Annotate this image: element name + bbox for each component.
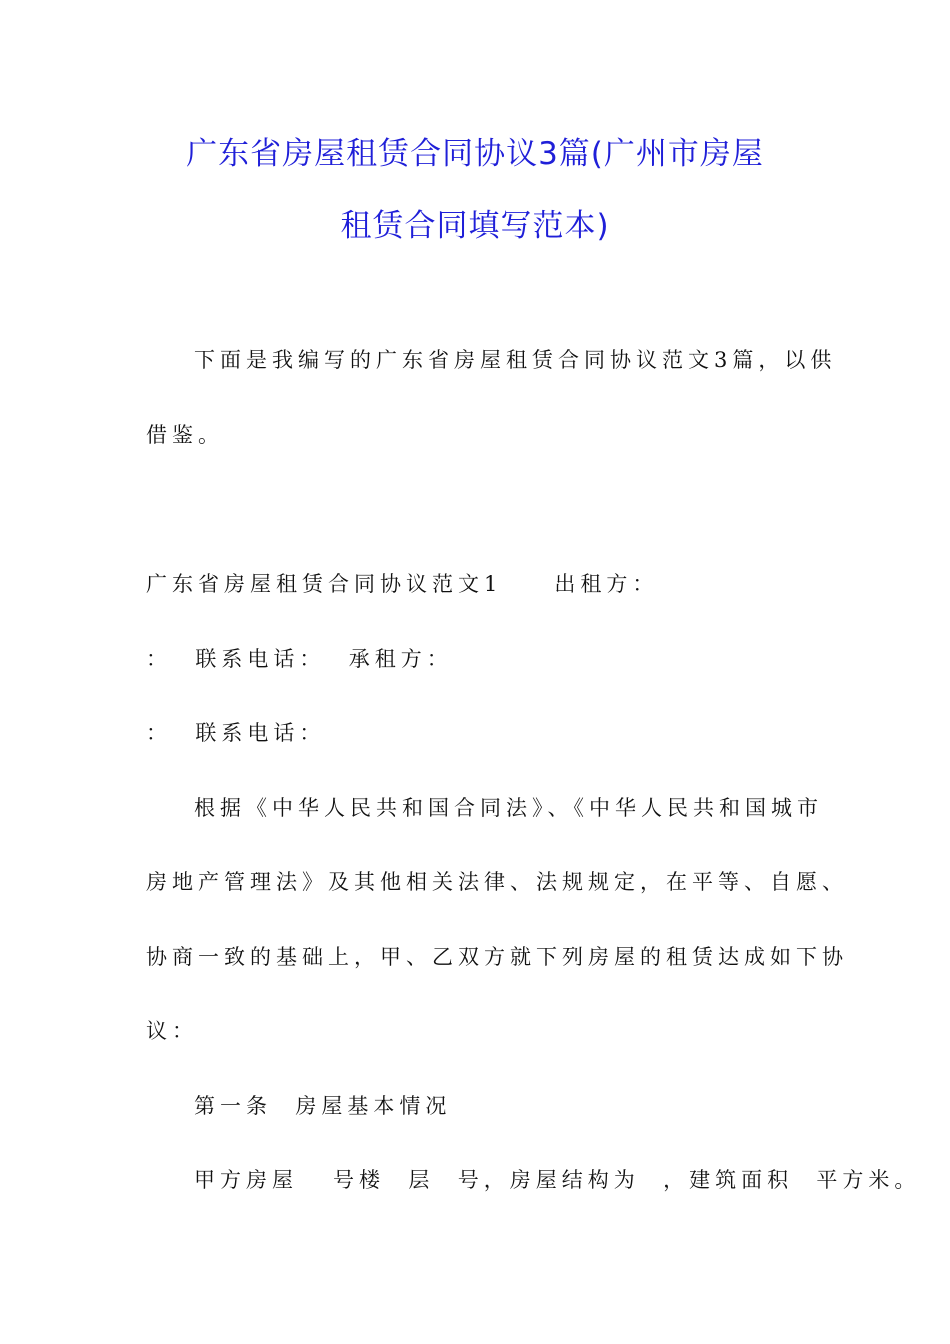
- intro-paragraph-line-1: 下面是我编写的广东省房屋租赁合同协议范文3篇，以供: [194, 348, 837, 372]
- document-title-line-1: 广东省房屋租赁合同协议3篇(广州市房屋: [186, 136, 764, 172]
- basis-paragraph-line-2: 房地产管理法》及其他相关法律、法规规定，在平等、自愿、: [146, 870, 848, 894]
- sample-1-heading: 广东省房屋租赁合同协议范文1 出租方：: [146, 572, 659, 596]
- party-info-line-2: ： 联系电话：: [146, 721, 326, 745]
- document-title-line-2: 租赁合同填写范本): [340, 208, 610, 244]
- article-1-paragraph-line-1: 甲方房屋 号楼 层 号，房屋结构为 ，建筑面积 平方米。: [194, 1168, 921, 1192]
- basis-paragraph-line-3: 协商一致的基础上，甲、乙双方就下列房屋的租赁达成如下协: [146, 945, 848, 969]
- article-1-heading: 第一条 房屋基本情况: [194, 1094, 452, 1118]
- intro-paragraph-line-2: 借鉴。: [146, 423, 224, 447]
- basis-paragraph-line-4: 议：: [146, 1019, 198, 1043]
- basis-paragraph-line-1: 根据《中华人民共和国合同法》、《中华人民共和国城市: [194, 796, 823, 820]
- party-info-line-1: ： 联系电话： 承租方：: [146, 647, 453, 671]
